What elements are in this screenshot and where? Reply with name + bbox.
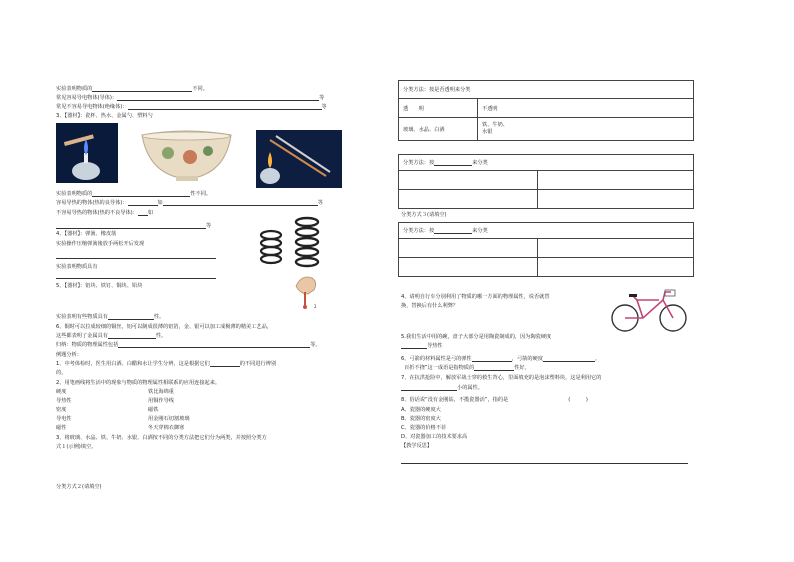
line-21: 分类方式２(请填空) (56, 484, 102, 490)
option-a: A、瓷器的硬度大 (401, 407, 441, 413)
spoon-flame-icon (256, 130, 342, 188)
teaching-reflection: 【教学反思】 (401, 443, 433, 449)
question-4: 4、请明自行车分别利用了物质的哪一方面的物理属性，说否就替 (401, 294, 550, 300)
table-cell[interactable] (399, 171, 538, 190)
reflection-line (401, 463, 688, 464)
line-10: 实验表明物质具有 (56, 264, 98, 270)
line-11: 5、【器材】：铝块、铁钉、铜块、铅块 (56, 283, 143, 289)
question-6: 6、弓箭的材料属性是弓的弹性 ，弓箭的硬度 。 (401, 356, 601, 362)
pair-row: 用铜作导线 (148, 398, 174, 404)
line-7: 不容易导热的物体(热的不良导体)： 如 (56, 210, 154, 216)
table-cell[interactable] (538, 190, 694, 209)
question-6b: 百折不挠”这一成语是指物质的 性好。 (404, 365, 530, 371)
line-13: 6、铜时可以拉成较细的铜丝，铝可以制成很薄的铝箔，金、银可以加工成极薄的精美工艺品， (56, 324, 272, 330)
blank-line (56, 278, 216, 279)
pair-row: 密度 (56, 407, 67, 413)
question-7: 7、在抗洪抢险中，解放军战士穿的救生背心，里面填充的是泡沫塑料块，这是利用它的 (401, 375, 602, 381)
line-18: 2、用笔画线将生活中的现象与物质的物理属性相联系的应用连接起来。 (56, 380, 221, 386)
pair-row: 冬天穿棉衣御寒 (148, 425, 185, 431)
line-8: 4、【器材】：弹簧、橡皮筋 (56, 231, 117, 237)
table-head: 分类方法：按是否透明来分类 (399, 81, 694, 99)
blank-line (56, 258, 216, 259)
line-6: 容易导热的物体(热的良导体)： 如 等 (56, 200, 323, 206)
table-cell: 透 明 (399, 99, 478, 118)
porcelain-bowl-icon (138, 129, 235, 183)
option-b: B、瓷器的密度大 (401, 416, 441, 422)
line-3: 常见不容易导电物体(绝缘体)： 等 (56, 104, 327, 110)
line-9: 实验操作压缩弹簧後放手两松开后发现 (56, 241, 145, 247)
table-cell[interactable] (538, 239, 694, 258)
hand-pinch-icon (292, 272, 320, 310)
table-cell: 铁、牛奶、 水银 (478, 118, 694, 141)
line-19: 3、将玻璃、水晶、铁、牛奶、水银、白酒按不同的分类方法把它们分为两类，并按照分类方 (56, 435, 267, 441)
option-c: C、瓷器的价格不菲 (401, 425, 447, 431)
bicycle-icon (609, 288, 689, 334)
question-8: 8、俗话说“没有金刚钻，不揽瓷器活”，指的是 ( ) (401, 397, 588, 403)
table-cell: 不透明 (478, 99, 694, 118)
table-cell: 玻璃、水晶、白酒 (399, 118, 478, 141)
classify-table-2 (398, 154, 694, 209)
line-5: 实验表明物质的 性不同。 (56, 191, 212, 197)
line-17: 1、中考体检时，医生用白酒、白醋和水让学生分辨，这是根据它们 的不同进行辨别 (56, 361, 277, 367)
spring-stretched-icon (292, 216, 322, 272)
pair-row: 铁比海绵重 (148, 389, 174, 395)
pair-row: 用金刚石切割玻璃 (148, 416, 190, 422)
table-cell[interactable] (399, 239, 538, 258)
pair-row: 导热性 (56, 398, 72, 404)
line-17b: 的。 (56, 370, 67, 376)
svg-text:2: 2 (314, 304, 317, 309)
table-head: 分类方法：按 来分类 (399, 155, 694, 171)
pair-row: 磁铁 (148, 407, 159, 413)
table-cell[interactable] (399, 258, 538, 277)
classify-3-label: 分类方式３(请填空) (401, 212, 447, 218)
table-cell[interactable] (538, 171, 694, 190)
table-cell[interactable] (399, 190, 538, 209)
line-16: 例题分析： (56, 352, 82, 358)
line-12: 实验表明有些物质具有 性。 (56, 314, 165, 320)
pair-row: 硬度 (56, 389, 67, 395)
line-4: 3、【器材】：瓷杯、热水、金属勺、塑料勺 (56, 113, 153, 119)
question-4b: 换，替换后有什么利弊？ (401, 303, 459, 309)
pair-row: 导电性 (56, 416, 72, 422)
table-cell[interactable] (538, 258, 694, 277)
alcohol-lamp-icon (56, 123, 118, 183)
line-2: 常见容易导电物体(导体)： 等 (56, 95, 325, 101)
option-d: D、对瓷器加工的技术要求高 (401, 434, 468, 440)
line-1: 实验表明物质的 不同。 (56, 86, 208, 92)
classify-table-1 (398, 80, 694, 141)
classify-table-3 (398, 222, 694, 277)
question-5b: 导热性 (401, 343, 443, 349)
line-20: 式１(示例)填空。 (56, 444, 97, 450)
pair-row: 磁性 (56, 425, 67, 431)
table-head: 分类方法：按 来分类 (399, 223, 694, 239)
question-7b: 小的属性。 (401, 385, 483, 391)
spring-icon (256, 225, 286, 271)
line-14: 这些都表明了金属具有 性。 (56, 333, 167, 339)
question-5: 5.我们生活中用的碗，盘子大部分是用陶瓷制成的，因为陶瓷硬度 (401, 334, 552, 340)
line-7b: 等 (56, 223, 211, 229)
line-15: 归纳：物质的物理属性包括 等。 (56, 342, 321, 348)
